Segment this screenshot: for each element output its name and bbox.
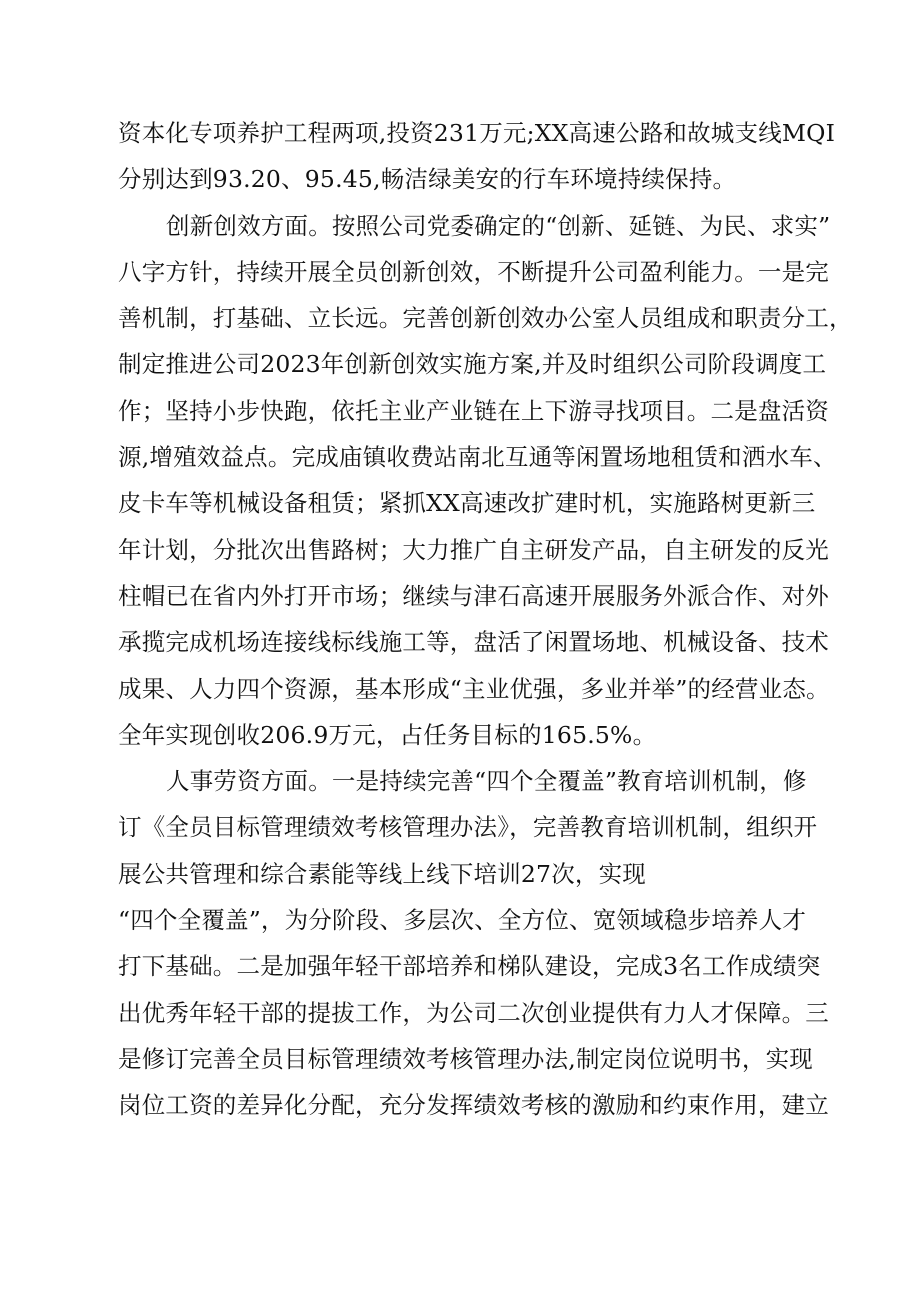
- paragraph-start-line: 人事劳资方面。一是持续完善“四个全覆盖”教育培训机制，修: [166, 767, 807, 796]
- text-line: 源,增殖效益点。完成庙镇收费站南北互通等闲置场地租赁和洒水车、: [118, 443, 837, 472]
- text-line: 制定推进公司2023年创新创效实施方案,并及时组织公司阶段调度工: [118, 350, 827, 379]
- text-line: 柱帽已在省内外打开市场；继续与津石高速开展服务外派合作、对外: [118, 581, 829, 610]
- text-line: 全年实现创收206.9万元，占任务目标的165.5%。: [118, 720, 657, 749]
- text-line: 是修订完善全员目标管理绩效考核管理办法,制定岗位说明书，实现: [118, 1044, 813, 1073]
- text-line: 分别达到93.20、95.45,畅洁绿美安的行车环境持续保持。: [118, 165, 737, 194]
- text-line: 皮卡车等机械设备租赁；紧抓XX高速改扩建时机，实施路树更新三: [118, 489, 816, 518]
- text-line: 作；坚持小步快跑，依托主业产业链在上下游寻找项目。二是盘活资: [118, 396, 829, 425]
- text-line: 年计划，分批次出售路树；大力推广自主研发产品，自主研发的反光: [118, 535, 829, 564]
- text-line: 资本化专项养护工程两项,投资231万元;XX高速公路和故城支线MQI: [118, 119, 836, 147]
- paragraph-start-line: 创新创效方面。按照公司党委确定的“创新、延链、为民、求实”: [166, 211, 831, 240]
- text-line: 岗位工资的差异化分配，充分发挥绩效考核的激励和约束作用，建立: [118, 1091, 829, 1120]
- text-line: 订《全员目标管理绩效考核管理办法》，完善教育培训机制，组织开: [118, 813, 818, 842]
- document-body: [118, 110, 853, 1129]
- text-line: 展公共管理和综合素能等线上线下培训27次，实现: [118, 859, 647, 888]
- text-line: 承揽完成机场连接线标线施工等，盘活了闲置场地、机械设备、技术: [118, 628, 829, 657]
- text-line: 出优秀年轻干部的提拔工作，为公司二次创业提供有力人才保障。三: [118, 998, 829, 1027]
- text-line: 打下基础。二是加强年轻干部培养和梯队建设，完成3名工作成绩突: [118, 952, 821, 981]
- text-line: 八字方针，持续开展全员创新创效，不断提升公司盈利能力。一是完: [118, 257, 829, 286]
- text-line: 成果、人力四个资源，基本形成“主业优强，多业并举”的经营业态。: [118, 674, 830, 703]
- text-line: “四个全覆盖”，为分阶段、多层次、全方位、宽领域稳步培养人才: [118, 906, 807, 935]
- text-line: 善机制，打基础、立长远。完善创新创效办公室人员组成和职责分工，: [118, 304, 853, 333]
